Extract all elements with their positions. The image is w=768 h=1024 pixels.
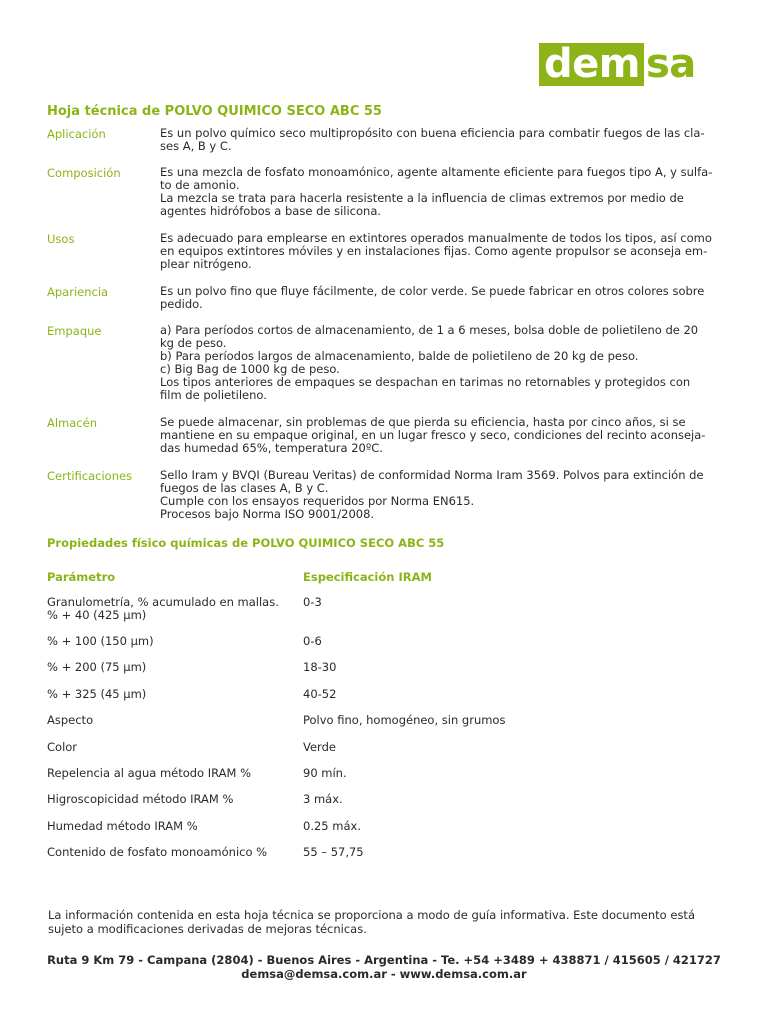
table-row-param: Humedad método IRAM % (47, 819, 198, 833)
table-row-spec: 3 máx. (303, 792, 343, 806)
section-label-empaque: Empaque (47, 324, 102, 338)
table-row-spec: 0.25 máx. (303, 819, 361, 833)
table-row-spec: Verde (303, 740, 336, 754)
table-row-param: % + 325 (45 µm) (47, 687, 147, 701)
table-row-param: Higroscopicidad método IRAM % (47, 792, 234, 806)
section-label-apariencia: Apariencia (47, 285, 109, 299)
section-label-aplicacion: Aplicación (47, 127, 106, 141)
properties-title: Propiedades físico químicas de POLVO QUIMICO SECO ABC 55 (47, 536, 445, 550)
section-text-almacen: Se puede almacenar, sin problemas de que pierda su eficiencia, hasta por cinco años, si se mantiene en su empaque original, en un lugar fresco y seco, condiciones del recinto aconseja- das humedad 65%, temperatura 20ºC. (160, 415, 706, 455)
table-row-spec: 0-6 (303, 634, 322, 648)
disclaimer-text: La información contenida en esta hoja técnica se proporciona a modo de guía informativa. Este documento está sujeto a modificaciones derivadas de mejoras técnicas. (48, 908, 695, 936)
table-row-spec: 90 mín. (303, 766, 347, 780)
table-row-param: Contenido de fosfato monoamónico % (47, 845, 268, 859)
section-label-composicion: Composición (47, 166, 121, 180)
section-text-composicion: Es una mezcla de fosfato monoamónico, agente altamente eficiente para fuegos tipo A, y sulfa- to de amonio. La mezcla se trata para hacerla resistente a la influencia de climas extremos por medio de agentes hidrófobos a base de silicona. (160, 165, 713, 218)
section-text-usos: Es adecuado para emplearse en extintores operados manualmente de todos los tipos, así como en equipos extintores móviles y en instalaciones fijas. Como agente propulsor se aconseja em- plear nitrógeno. (160, 231, 712, 271)
table-row-spec: Polvo fino, homogéneo, sin grumos (303, 713, 506, 727)
table-row-param: % + 200 (75 µm) (47, 660, 147, 674)
section-text-apariencia: Es un polvo fino que fluye fácilmente, de color verde. Se puede fabricar en otros colores sobre pedido. (160, 284, 705, 311)
table-row-spec: 18-30 (303, 660, 337, 674)
demsa-logo (539, 43, 696, 86)
column-header-parametro: Parámetro (47, 570, 116, 584)
footer-contact: demsa@demsa.com.ar - www.demsa.com.ar (241, 967, 527, 981)
table-row-spec: 40-52 (303, 687, 337, 701)
table-row-spec: 55 – 57,75 (303, 845, 364, 859)
table-row-param: Repelencia al agua método IRAM % (47, 766, 252, 780)
table-row-param: % + 100 (150 µm) (47, 634, 154, 648)
logo-box-text: dem (539, 43, 644, 86)
section-text-empaque: a) Para períodos cortos de almacenamiento, de 1 a 6 meses, bolsa doble de polietileno de 20 kg de peso. b) Para períodos largos de almacenamiento, balde de polietileno de 20 kg de peso. c) Big Bag de 1000 kg de peso. Los tipos anteriores de empaques se despachan en tarimas no retornables y protegidos con film de polietileno. (160, 323, 699, 402)
table-row-param: Granulometría, % acumulado en mallas. % + 40 (425 µm) (47, 595, 279, 622)
table-row-spec: 0-3 (303, 595, 322, 609)
section-text-certificaciones: Sello Iram y BVQI (Bureau Veritas) de conformidad Norma Iram 3569. Polvos para extinción de fuegos de las clases A, B y C. Cumple con los ensayos requeridos por Norma EN615. Procesos bajo Norma ISO 9001/2008. (160, 468, 704, 521)
logo-rest-text: sa (645, 41, 696, 87)
table-row-param: Aspecto (47, 713, 94, 727)
section-text-aplicacion: Es un polvo químico seco multipropósito con buena eficiencia para combatir fuegos de las cla- ses A, B y C. (160, 126, 705, 153)
column-header-especificacion: Especificación IRAM (303, 570, 432, 584)
document-title: Hoja técnica de POLVO QUIMICO SECO ABC 55 (47, 104, 382, 119)
footer-address: Ruta 9 Km 79 - Campana (2804) - Buenos Aires - Argentina - Te. +54 +3489 + 438871 / 415605 / 421727 (47, 953, 721, 967)
table-row-param: Color (47, 740, 78, 754)
section-label-usos: Usos (47, 232, 75, 246)
section-label-almacen: Almacén (47, 416, 97, 430)
section-label-certificaciones: Certificaciones (47, 469, 133, 483)
